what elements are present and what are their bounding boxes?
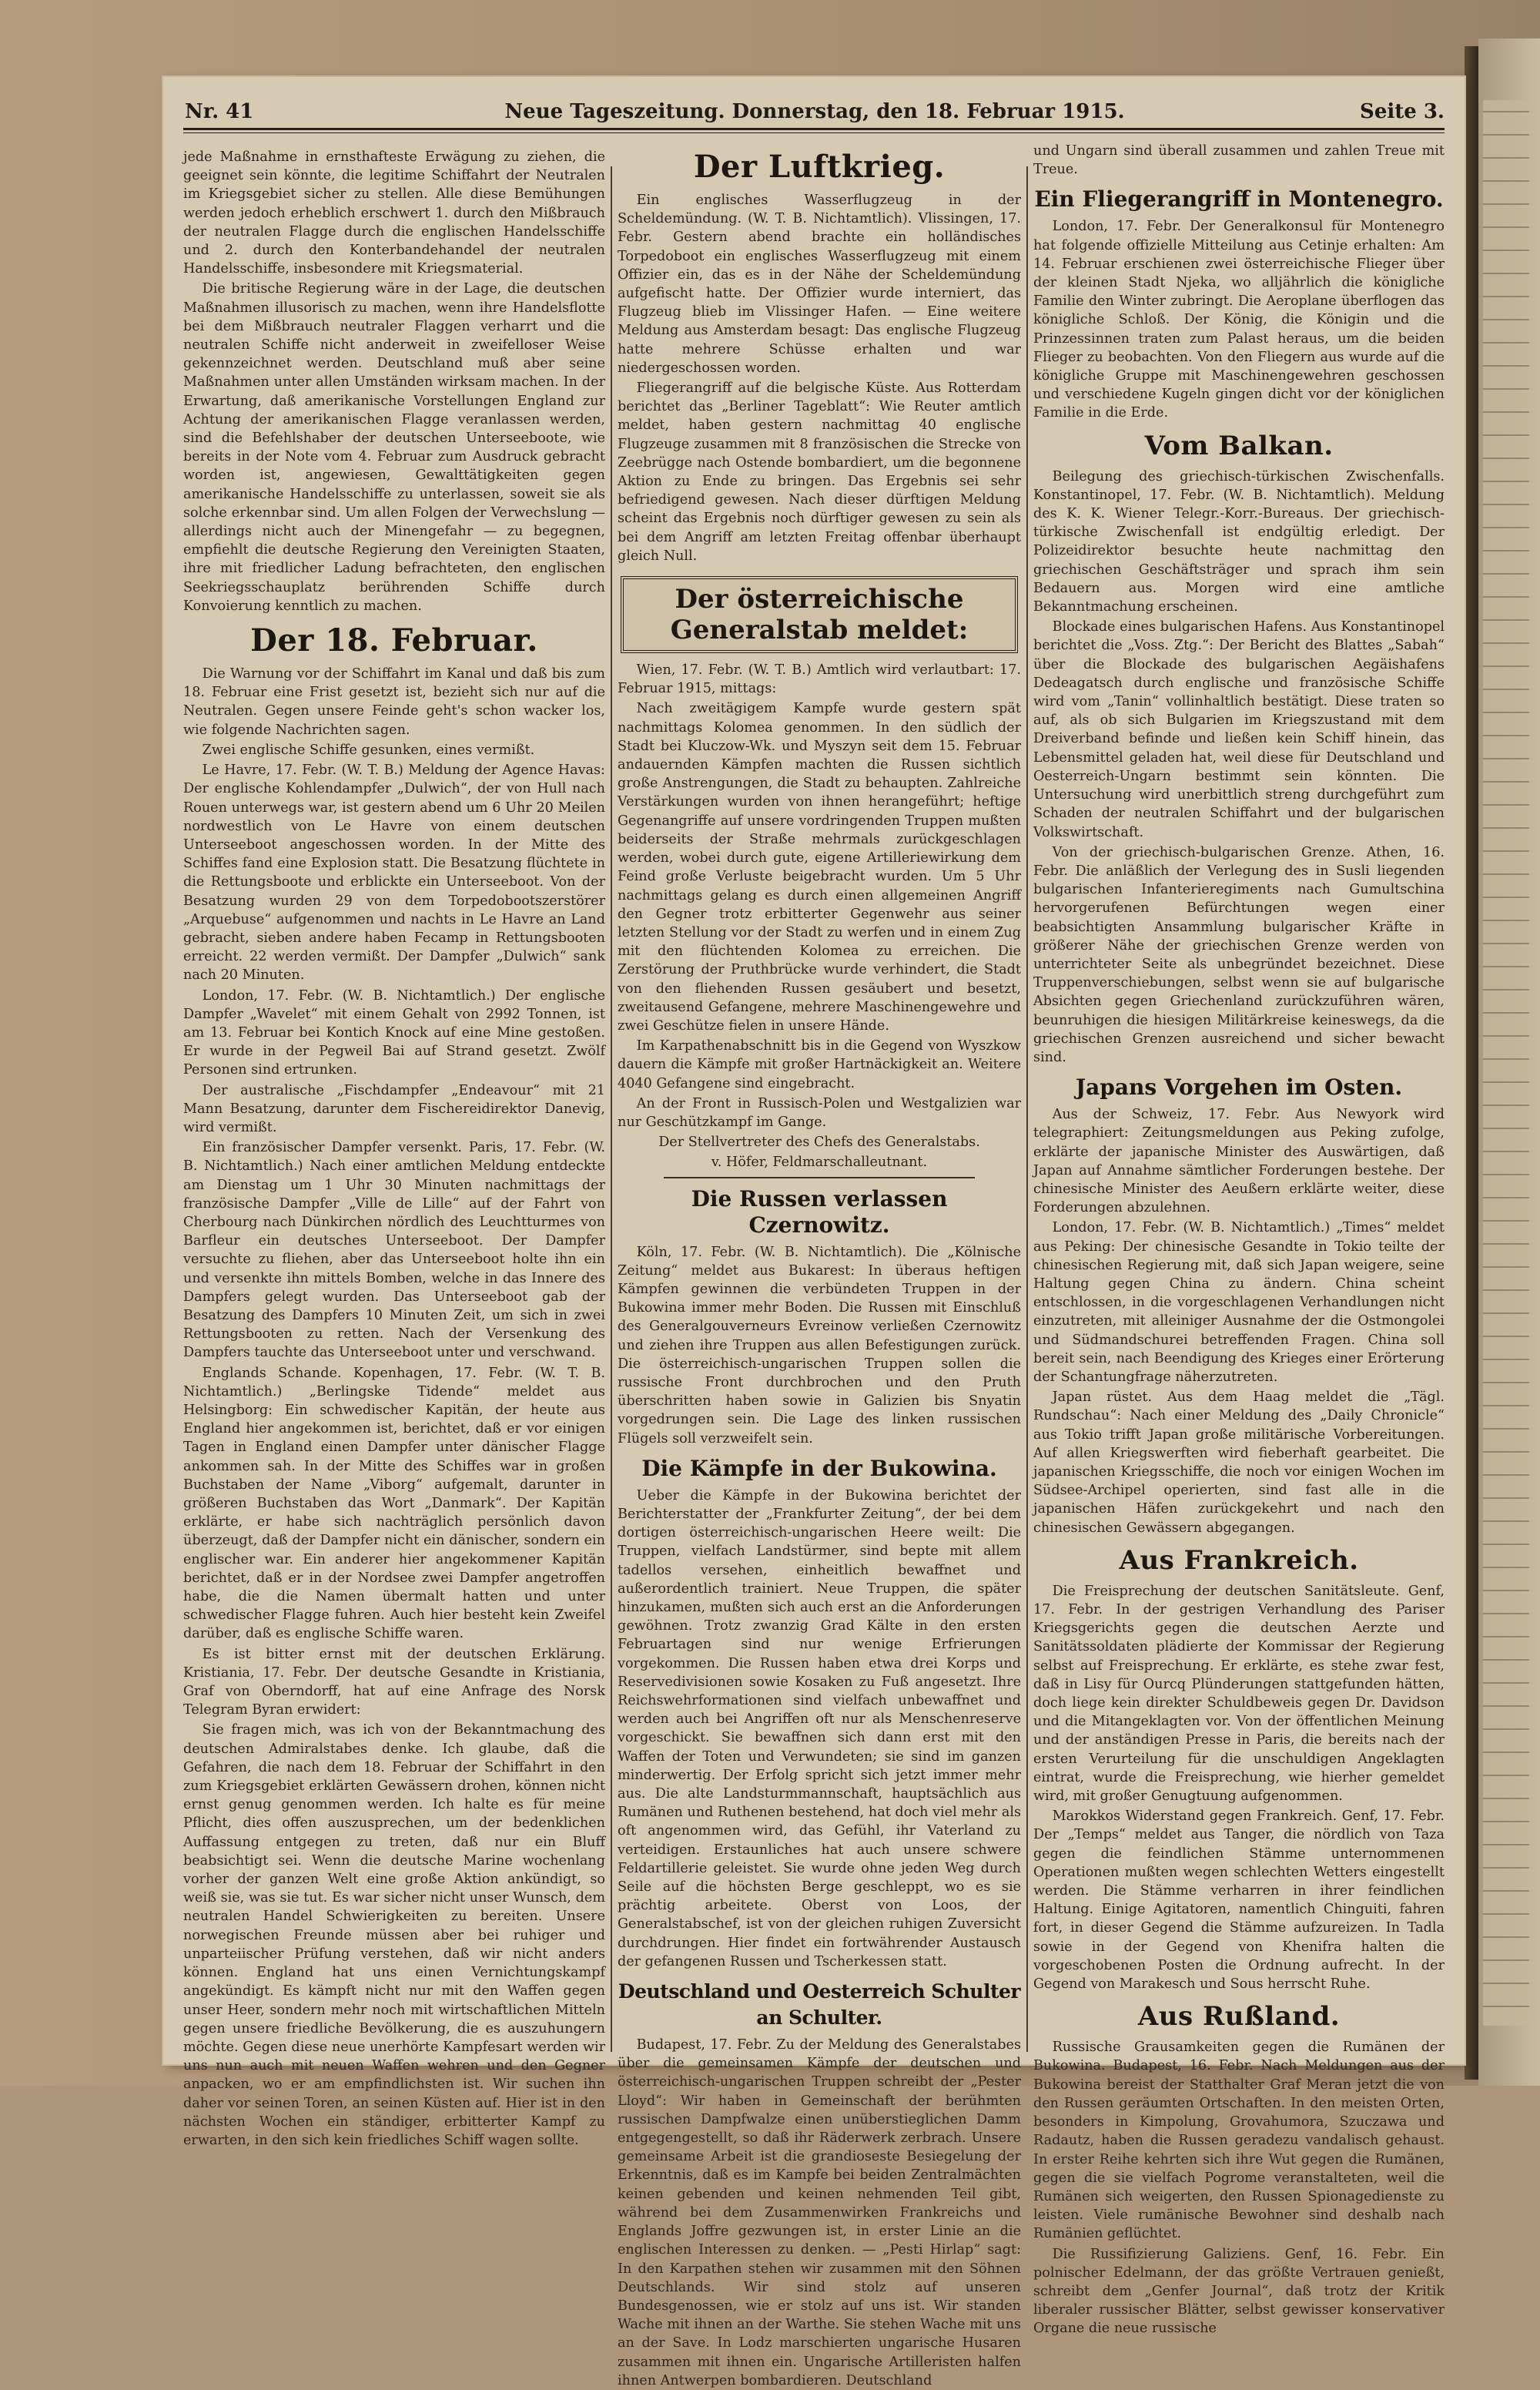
article-text: Fliegerangriff auf die belgische Küste. Aus Rotterdam berichtet das „Berliner Tageblatt“: Wie Reuter amtlich meldet, haben gestern nachmittag 40 englische Flugzeuge zusammen mit 8 französischen die Strecke von Zeebrügge nach Ostende bombardiert, um die begonnene Aktion zu Ende zu bringen. Das Ergebnis sei sehr befriedigend gewesen. Nach dieser dürftigen Meldung scheint das Ergebnis noch dürftiger gewesen zu sein als bei dem Angriff am letzten Freitag offenbar überhaupt gleich Null. — [618, 380, 1021, 564]
headline-18-februar: Der 18. Februar. — [250, 622, 538, 659]
headline-japan: Japans Vorgehen im Osten. — [1075, 1074, 1403, 1101]
newspaper-page — [163, 77, 1465, 2388]
article-text: Marokkos Widerstand gegen Frankreich. Genf, 17. Febr. Der „Temps“ meldet aus Tanger, die nördlich von Taza gegen die feindlichen Stämme unternommenen Operationen mußten wegen schlechten Wetters eingestellt werden. Die Stämme verharren in ihrer feindlichen Haltung. Einige Agitatoren, namentlich Chinguiti, fahren fort, in dieser Gegend die Stämme aufzureizen. In Tadla sowie in der Gegend von Khenifra halten die vorgeschobenen Posten die Ordnung aufrecht. In der Gegend von Marakesch und Sous herrscht Ruhe. — [1033, 1808, 1445, 1993]
column-divider-1 — [611, 166, 612, 2052]
header-rule-thin — [183, 132, 1445, 133]
article-text: Wien, 17. Febr. (W. T. B.) Amtlich wird verlautbart: 17. Februar 1915, mittags: — [618, 662, 1021, 697]
article-text: Sie fragen mich, was ich von der Bekanntmachung des deutschen Admiralstabes denke. Ich glaube, daß die Gefahren, die nach dem 18. Februar der Schiffahrt in den zum Kriegsgebiet erklärten Gewässern drohen, können nicht ernst genug genommen werden. Ich halte es für meine Pflicht, dies offen auszusprechen, um der bedenklichen Auffassung entgegen zu treten, daß nur ein Bluff beabsichtigt sei. Wenn die deutsche Marine wochenlang vorher der ganzen Welt eine große Aktion ankündigt, so weiß sie, was sie tut. Es war sicher nicht unser Wunsch, dem neutralen Handel Schwierigkeiten zu bereiten. Unsere norwegischen Freunde müssen aber bei ruhiger und unparteiischer Prüfung verstehen, daß wir nicht anders können. England hat uns einen Vernichtungskampf angekündigt. Es kämpft nicht nur mit den Waffen gegen unser Heer, sondern mehr noch mit wirtschaftlichen Mitteln gegen unsere friedliche Bevölkerung, die es auszuhungern möchte. Gegen diese neue unerhörte Kampfesart werden wir uns nun auch mit neuen Waffen wehren und den Gegner anpacken, wo er am empfindlichsten ist. Wir suchen ihn daher vor seinen Toren, an seinen Küsten auf. Hier ist in den nächsten Wochen ein ständiger, erbitterter Kampf zu erwarten, in den sich kein friedliches Schiff wagen sollte. — [183, 1722, 605, 2148]
article-text: jede Maßnahme in ernsthafteste Erwägung zu ziehen, die geeignet sein könnte, die legitime Schiffahrt der Neutralen im Kriegsgebiet sicher zu stellen. Alle diese Bemühungen werden jedoch erheblich erschwert 1. durch den Mißbrauch der neutralen Flagge durch die englischen Handelsschiffe und 2. durch den Konterbandehandel der neutralen Handelsschiffe, insbesondere mit Kriegsmaterial. — [183, 149, 605, 277]
article-text: Aus der Schweiz, 17. Febr. Aus Newyork wird telegraphiert: Zeitungsmeldungen aus Peking zufolge, erklärte der japanische Minister des Auswärtigen, daß Japan auf Annahme sämtlicher Forderungen bestehe. Der chinesische Minister des Aeußern erklärte weiter, diese Forderungen abzulehnen. — [1033, 1107, 1445, 1216]
book-spine — [1465, 46, 1478, 2080]
article-text: London, 17. Febr. Der Generalkonsul für Montenegro hat folgende offizielle Mitteilung aus Cetinje erhalten: Am 14. Februar erschienen zwei österreichische Flieger über der kleinen Stadt Njeka, wo alljährlich die königliche Familie den Winter zubringt. Die Aeroplane überflogen das königliche Schloß. Der König, die Königin und die Prinzessinnen traten zum Palast heraus, um die beiden Flieger zu beobachten. Von den Fliegern aus wurde auf die königliche Gruppe mit Maschinengewehren geschossen und verschiedene Kugeln gingen dicht vor der königlichen Familie in die Erde. — [1033, 219, 1445, 421]
signature-line: Der Stellvertreter des Chefs des Generalstabs. — [658, 1135, 980, 1151]
headline-russland: Aus Rußland. — [1137, 2001, 1341, 2033]
article-text: Nach zweitägigem Kampfe wurde gestern spät nachmittags Kolomea genommen. In den südlich der Stadt bei Kluczow-Wk. und Myszyn seit dem 15. Februar andauernden Kämpfen machten die Russen sichtlich große Anstrengungen, die Stadt zu behaupten. Zahlreiche Verstärkungen wurden von ihnen herangeführt; heftige Gegenangriffe auf unsere vordringenden Truppen mußten beiderseits der Straße mehrmals zurückgeschlagen werden, wobei durch gute, eigene Artilleriewirkung dem Feind große Verluste beigebracht wurden. Um 5 Uhr nachmittags gelang es durch einen allgemeinen Angriff den Gegner trotz erbitterter Gegenwehr aus seiner letzten Stellung vor der Stadt zu werfen und in einem Zug mit den flüchtenden Kolomea zu erreichen. Die Zerstörung der Pruthbrücke wurde verhindert, die Stadt von den fliehenden Russen gesäubert und besetzt, zweitausend Gefangene, mehrere Maschinengewehre und zwei Geschütze fielen in unsere Hände. — [618, 701, 1021, 1034]
article-text: Ein französischer Dampfer versenkt. Paris, 17. Febr. (W. B. Nichtamtlich.) Nach einer amtlichen Meldung entdeckte am Dienstag um 1 Uhr 30 Minuten nachmittags der französische Dampfer „Ville de Lille“ auf der Fahrt von Cherbourg nach Dünkirchen nördlich des Leuchtturmes von Barfleur ein deutsches Unterseeboot. Der Dampfer versuchte zu fliehen, aber das Unterseeboot holte ihn ein und versenkte ihn mittels Bomben, welche in das Innere des Dampfers gelegt wurden. Das Unterseeboot gab der Besatzung des Dampfers 10 Minuten Zeit, um sich in zwei Rettungsbooten zu retten. Nach der Versenkung des Dampfers tauchte das Unterseeboot unter und verschwand. — [183, 1140, 605, 1361]
headline-czernowitz: Die Russen verlassen Czernowitz. — [691, 1185, 948, 1238]
section-divider — [664, 1177, 975, 1178]
column-divider-2 — [1026, 166, 1028, 2052]
article-text: Japan rüstet. Aus dem Haag meldet die „Tägl. Rundschau“: Nach einer Meldung des „Daily Chronicle“ aus Tokio trifft Japan große militärische Vorbereitungen. Auf allen Kriegswerften wird fieberhaft gearbeitet. Die japanischen Kriegsschiffe, die noch vor einigen Wochen im Südsee-Archipel operierten, sind fast alle in die japanischen Häfen zurückgekehrt und nach den chinesischen Gewässern abgegangen. — [1033, 1389, 1445, 1536]
headline-balkan: Vom Balkan. — [1144, 430, 1334, 461]
column-1 — [183, 148, 605, 2148]
article-text: Ein englisches Wasserflugzeug in der Scheldemündung. (W. T. B. Nichtamtlich). Vlissingen, 17. Febr. Gestern abend brachte ein holländisches Torpedoboot ein englisches Wasserflugzeug mit einem Offizier ein, das es in der Nähe der Scheldemündung aufgefischt hatte. Der Offizier wurde interniert, das Flugzeug blieb im Vlissinger Hafen. — Eine weitere Meldung aus Amsterdam besagt: Das englische Flugzeug hatte mehrere Schüsse erhalten und war niedergeschossen worden. — [618, 193, 1021, 376]
article-text: London, 17. Febr. (W. B. Nichtamtlich.) Der englische Dampfer „Wavelet“ mit einem Gehalt von 2992 Tonnen, ist am 13. Februar bei Kontich Knock auf eine Mine gestoßen. Er wurde in der Pegweil Bai auf Strand gesetzt. Zwölf Personen sind ertrunken. — [183, 987, 605, 1078]
facing-page-edge — [1478, 39, 1540, 2086]
article-text: Der australische „Fischdampfer „Endeavour“ mit 21 Mann Besatzung, darunter dem Fischereidirektor Danevig, wird vermißt. — [183, 1082, 605, 1135]
article-text: London, 17. Febr. (W. B. Nichtamtlich.) „Times“ meldet aus Peking: Der chinesische Gesandte in Tokio teilte der chinesischen Regierung mit, daß sich Japan weigere, seine Haltung gegen China zu ändern. China scheint entschlossen, in die vorgeschlagenen Verhandlungen nicht einzutreten, mit alleiniger Ausnahme der die Ostmongolei und Südmandschurei betreffenden Fragen. China soll bereit sein, nach Beendigung des Krieges einer Erörterung der Schantungfrage näherzutreten. — [1033, 1220, 1445, 1385]
column-2 — [618, 142, 1021, 2388]
article-text: Blockade eines bulgarischen Hafens. Aus Konstantinopel berichtet die „Voss. Ztg.“: Der Bericht des Blattes „Sabah“ über die Blockade des bulgarischen Aegäishafens Dedeagatsch durch englische und französische Schiffe wird vom „Tanin“ vollinhaltlich bestätigt. Diese traten so auf, als ob sich Bulgarien im Kriegszustand mit dem Dreiverband befinde und ließen kein Schiff hinein, das Lebensmittel geladen hat, weil diese für Deutschland und Oesterreich-Ungarn bestimmt sein könnten. Die Untersuchung wird unerbittlich streng durchgeführt zum Schaden der neutralen Schiffahrt und der bulgarischen Volkswirtschaft. — [1033, 619, 1445, 840]
article-text: Die britische Regierung wäre in der Lage, die deutschen Maßnahmen illusorisch zu machen, wenn ihre Handelsflotte bei dem Mißbrauch neutraler Flaggen verharrt und die neutralen Schiffe nicht anderweit in zweifelloser Weise gekennzeichnet werden. Deutschland muß aber seine Maßnahmen unter allen Umständen wirksam machen. In der Erwartung, daß amerikanische Vorstellungen England zur Achtung der amerikanischen Flagge veranlassen werden, sind die Befehlshaber der deutschen Unterseeboote, wie bereits in der Note vom 4. Februar zum Ausdruck gebracht worden ist, angewiesen, Gewalttätigkeiten gegen amerikanische Handelsschiffe zu unterlassen, soweit sie als solche erkennbar sind. Um allen Folgen der Verwechslung — allerdings nicht auch der Minengefahr — zu begegnen, empfiehlt die deutsche Regierung den Vereinigten Staaten, ihre mit friedlicher Ladung befrachteten, den englischen Seekriegsschauplatz berührenden Schiffe durch Konvoierung kenntlich zu machen. — [183, 281, 605, 614]
page-number: Seite 3. — [1360, 100, 1445, 123]
signature-name: v. Höfer, Feldmarschalleutnant. — [711, 1155, 928, 1171]
article-text: Von der griechisch-bulgarischen Grenze. Athen, 16. Febr. Die anläßlich der Verlegung des in Susli liegenden bulgarischen Infanterieregiments nach Gumultschina hervorgerufenen Befürchtungen wegen einer beabsichtigten Ansammlung bulgarischer Kräfte in größerer Nähe der griechischen Grenze werden von unterrichteter Seite als unbegründet bezeichnet. Diese Truppenverschiebungen, selbst wenn sie auf bulgarische Absichten gegen Griechenland zurückzuführen wären, beunruhigen die hiesigen Militärkreise keineswegs, da die griechischen Grenzen ausreichend und sicher bewacht sind. — [1033, 844, 1445, 1065]
article-text: Die Warnung vor der Schiffahrt im Kanal und daß bis zum 18. Februar eine Frist gesetzt ist, bezieht sich nur auf die Neutralen. Gegen unsere Feinde geht's schon wacker los, wie folgende Nachrichten sagen. — [183, 666, 605, 738]
article-text: Köln, 17. Febr. (W. B. Nichtamtlich). Die „Kölnische Zeitung“ meldet aus Bukarest: In überaus heftigen Kämpfen gewinnen die verbündeten Truppen in der Bukowina immer mehr Boden. Die Russen mit Einschluß des Generalgouverneurs Evreinow verließen Czernowitz und ziehen ihre Truppen aus allen Befestigungen zurück. Die österreichisch-ungarischen Truppen sollen die russische Front durchbrochen und den Pruth überschritten haben sowie in Galizien bis Snyatin vorgedrungen sein. Die Lage des linken russischen Flügels soll verzweifelt sein. — [618, 1244, 1021, 1446]
article-text: Beilegung des griechisch-türkischen Zwischenfalls. Konstantinopel, 17. Febr. (W. B. Nichtamtlich). Meldung des K. K. Wiener Telegr.-Korr.-Bureaus. Der griechisch-türkische Zwischenfall ist endgültig erledigt. Der Polizeidirektor besuchte heute nachmittag den griechischen Geschäftsträger und sprach ihm sein Bedauern aus. Morgen wird eine amtliche Bekanntmachung erscheinen. — [1033, 468, 1445, 615]
article-text: Ueber die Kämpfe in der Bukowina berichtet der Berichterstatter der „Frankfurter Zeitung“, der bei dem dortigen österreichisch-ungarischen Heere weilt: Die Truppen, vielfach Landstürmer, sind bepte mit allem tadellos versehen, einheitlich bewaffnet und außerordentlich trainiert. Neue Truppen, die später hinzukamen, mußten sich auch erst an die Anforderungen gewöhnen. Trotz zwanzig Grad Kälte in den ersten Februartagen sind nur wenige Erfrierungen vorgekommen. Die Russen haben etwa drei Korps und Reservedivisionen sowie Kosaken zu Fuß angesetzt. Ihre Reichswehrformationen sind vielfach unbewaffnet und werden auch bei Angriffen oft nur als Menschenreserve vorgeschickt. Sie bewaffnen sich dann erst mit den Waffen der Toten und Verwundeten; sie sind im ganzen minderwertig. Der Erfolg spricht sich jetzt immer mehr aus. Die alte Landsturmmannschaft, hauptsächlich aus Rumänen und Ruthenen bestehend, hat doch viel mehr als oft angenommen wird, das Gefühl, ihr Vaterland zu verteidigen. Erstaunliches hat auch unsere schwere Feldartillerie geleistet. Sie wurde ohne jeden Weg durch Seile auf die höchsten Berge geschleppt, wo es sie prächtig arbeitete. Oberst von Loos, der Generalstabschef, ist von der gleichen ruhigen Zuversicht durchdrungen. Hier findet ein fortwährender Austausch der gefangenen Russen und Tscherkessen statt. — [618, 1487, 1021, 1969]
issue-number: Nr. 41 — [185, 100, 254, 123]
headline-frankreich: Aus Frankreich. — [1119, 1544, 1359, 1576]
article-text: Budapest, 17. Febr. Zu der Meldung des Generalstabes über die gemeinsamen Kämpfe der deutschen und österreichisch-ungarischen Truppen schreibt der „Pester Lloyd“: Wir haben in Gemeinschaft der berühmten russischen Dampfwalze einen unüberstieglichen Damm entgegengestellt, so daß ihr Räderwerk zerbrach. Unsere gemeinsame Arbeit ist die grandioseste Besiegelung der Erkenntnis, daß es im Kampfe bei beiden Zentralmächten keinen gebenden und keinen nehmenden Teil gibt, während bei dem Zusammenwirken Frankreichs und Englands Joffre gezwungen ist, in erster Linie an die englischen Interessen zu denken. — „Pesti Hirlap“ sagt: In den Karpathen stehen wir zusammen mit den Söhnen Deutschlands. Wir sind stolz auf unseren Bundesgenossen, wie er stolz auf uns ist. Wir standen Wache mit ihnen an der Warthe. Sie stehen Wache mit uns an der Save. In Lodz marschierten ungarische Husaren zusammen mit ihnen ein. Ungarische Artilleristen halfen ihnen Antwerpen bombardieren. Deutschland — [618, 2037, 1021, 2388]
article-text: Englands Schande. Kopenhagen, 17. Febr. (W. T. B. Nichtamtlich.) „Berlingske Tidende“ meldet aus Helsingborg: Ein schwedischer Kapitän, der heute aus England hier angekommen ist, berichtet, daß er vor einigen Tagen in England einen Dampfer unter dänischer Flagge ankommen sah. In der Mitte des Schiffes war in großen Buchstaben der Name „Viborg“ aufgemalt, darunter in größeren Buchstaben das Wort „Danmark“. Der Kapitän erklärte, er habe sich nachträglich persönlich davon überzeugt, daß der Dampfer nicht ein dänischer, sondern ein englischer war. Ein anderer hier angekommener Kapitän berichtet, daß er in der Nordsee zwei Dampfer angetroffen habe, die die Namen übermalt hatten und unter schwedischer Flagge fuhren. Auch hier besteht kein Zweifel darüber, daß es englische Schiffe waren. — [183, 1365, 605, 1642]
article-subhead: Zwei englische Schiffe gesunken, eines vermißt. — [202, 742, 535, 758]
page-header — [185, 97, 1445, 125]
article-text: Le Havre, 17. Febr. (W. T. B.) Meldung der Agence Havas: Der englische Kohlendampfer „Dulwich“, der von Hull nach Rouen unterwegs war, ist gestern abend um 6 Uhr 20 Meilen nordwestlich von Le Havre von einem deutschen Unterseeboot angeschossen worden. In der Mitte des Schiffes fand eine Explosion statt. Die Besatzung flüchtete in die Rettungsboote und erblickte ein Unterseeboot. Von der Besatzung wurden 29 von dem Torpedobootszerstörer „Arquebuse“ aufgenommen und nachts in Le Havre an Land gebracht, sieben andere haben Fecamp in Rettungsbooten erreicht. 22 werden vermißt. Der Dampfer „Dulwich“ sank nach 20 Minuten. — [183, 763, 605, 984]
article-text: Die Freisprechung der deutschen Sanitätsleute. Genf, 17. Febr. In der gestrigen Verhandlung des Pariser Kriegsgerichts gegen die deutschen Aerzte und Sanitätssoldaten plädierte der Kommissar der Regierung selbst auf Freisprechung. Er erklärte, es stehe zwar fest, daß in Lisy für Ourcq Plünderungen stattgefunden hätten, doch liege kein direkter Schuldbeweis gegen Dr. Davidson und die Mitangeklagten vor. Von der öffentlichen Meinung und der anständigen Presse in Paris, die bereits nach der ersten Verurteilung für die unschuldigen Angeklagten eintrat, wurde die Freisprechung, wie hierher gemeldet wird, mit großer Genugtuung aufgenommen. — [1033, 1583, 1445, 1805]
header-rule — [183, 128, 1445, 130]
article-text: und Ungarn sind überall zusammen und zahlen Treue mit Treue. — [1033, 143, 1445, 178]
article-text: An der Front in Russisch-Polen und Westgalizien war nur Geschützkampf im Gange. — [618, 1095, 1021, 1130]
article-text: Russische Grausamkeiten gegen die Rumänen der Bukowina. Budapest, 16. Febr. Nach Meldungen aus der Bukowina bereist der Statthalter Graf Meran jetzt die von den Russen geräumten Ortschaften. In den meisten Orten, besonders in Kimpolung, Grovahumora, Szuczawa und Radautz, haben die Russen geradezu vandalisch gehaust. In erster Reihe kehrten sich ihre Wut gegen die Rumänen, gegen die sie vielfach Pogrome veranstalteten, weil die Rumänen sich weigerten, den Russen Spionagedienste zu leisten. Viele rumänische Bewohner sind deshalb nach Rumänien geflüchtet. — [1033, 2040, 1445, 2242]
headline-luftkrieg: Der Luftkrieg. — [693, 149, 946, 185]
headline-bukowina: Die Kämpfe in der Bukowina. — [641, 1455, 997, 1481]
column-3 — [1033, 142, 1445, 2337]
boxed-headline-generalstab: Der österreichische Generalstab meldet: — [621, 576, 1018, 653]
article-text: Die Russifizierung Galiziens. Genf, 16. Febr. Ein polnischer Edelmann, der das größte Vertrauen genießt, schreibt dem „Genfer Journal“, daß trotz der Kritik liberaler russischer Blätter, selbst gewisser konservativer Organe die neue russische — [1033, 2246, 1445, 2337]
headline-schulter-an-schulter: Deutschland und Oesterreich Schulter an Schulter. — [618, 1980, 1021, 2030]
article-text: Im Karpathenabschnitt bis in die Gegend von Wyszkow dauern die Kämpfe mit großer Hartnäckigkeit an. Weitere 4040 Gefangene sind eingebracht. — [618, 1038, 1021, 1091]
headline-montenegro: Ein Fliegerangriff in Montenegro. — [1034, 186, 1444, 213]
article-text: Es ist bitter ernst mit der deutschen Erklärung. Kristiania, 17. Febr. Der deutsche Gesandte in Kristiania, Graf von Oberndorff, hat auf eine Anfrage des Norsk Telegram Byran erwidert: — [183, 1646, 605, 1718]
masthead: Neue Tageszeitung. Donnerstag, den 18. Februar 1915. — [504, 100, 1125, 123]
